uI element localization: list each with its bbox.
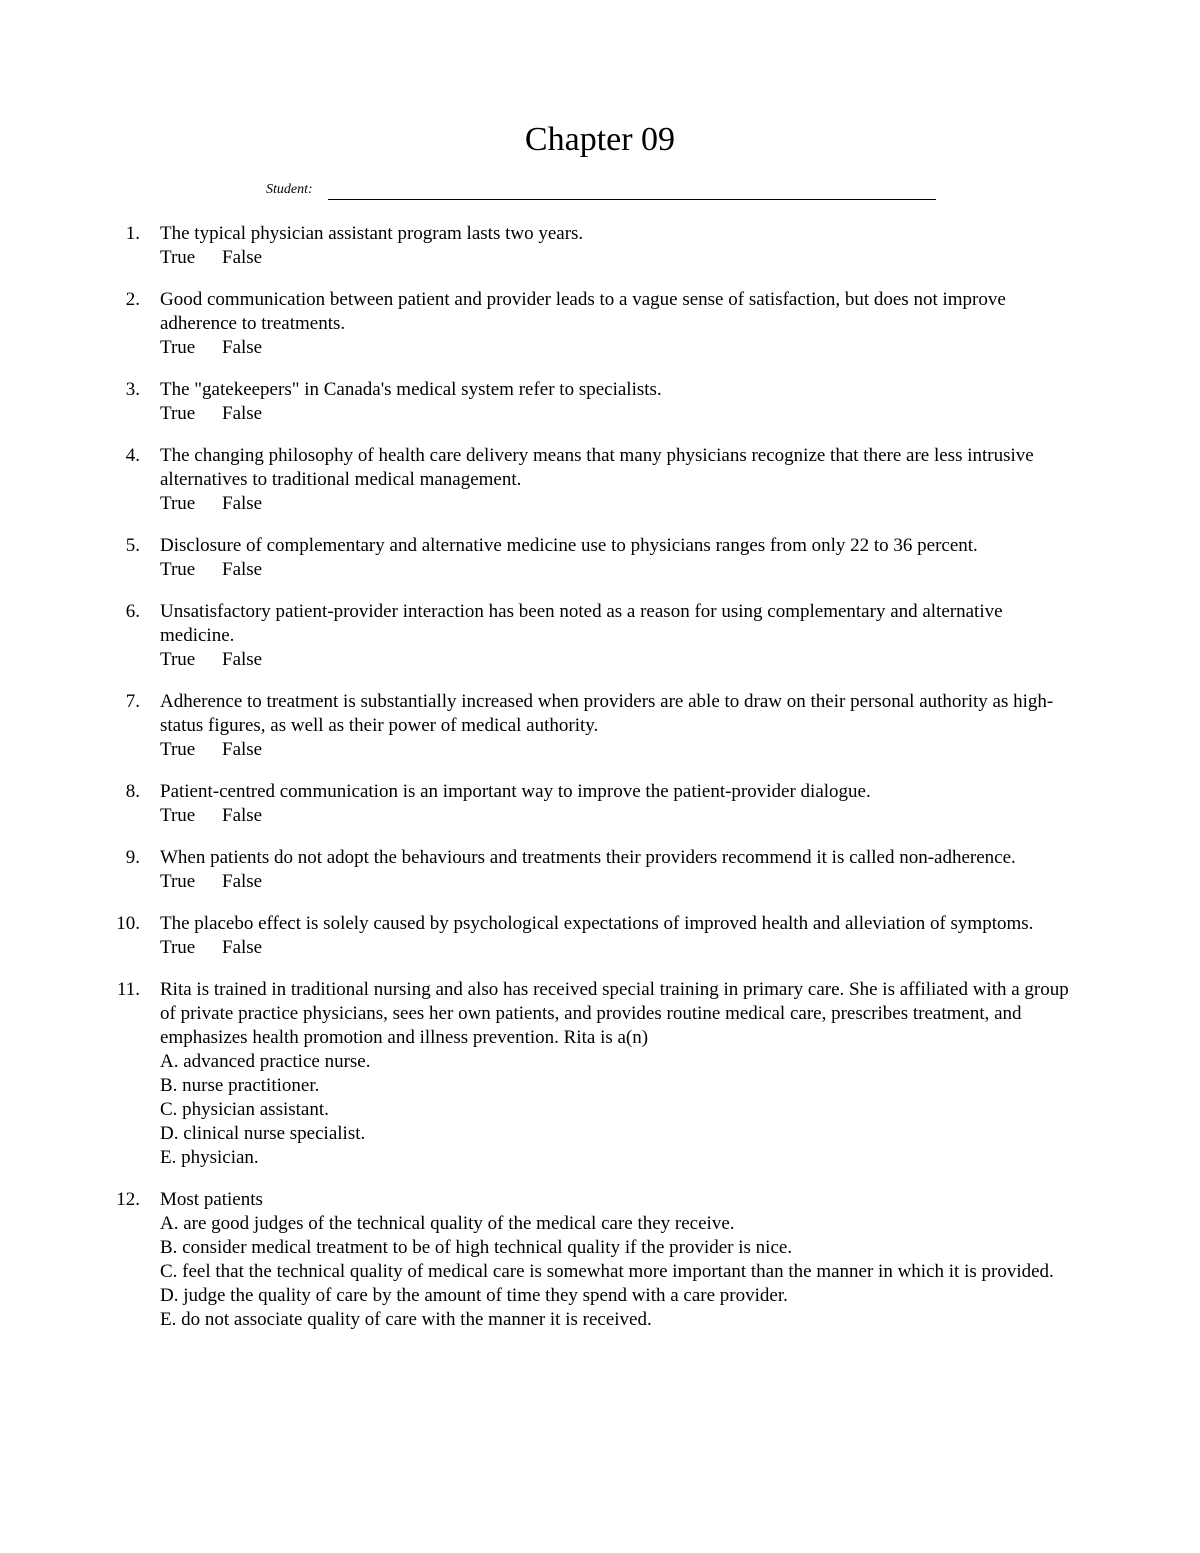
question-text: Unsatisfactory patient-provider interaction has been noted as a reason for using complementary and alternative medicine. <box>160 601 1003 646</box>
answer-option: E. do not associate quality of care with the manner it is received. <box>160 1309 652 1330</box>
true-false-choices <box>160 936 1080 960</box>
true-false-choices <box>160 492 1080 516</box>
true-choice: True <box>160 937 196 958</box>
true-choice: True <box>160 805 196 826</box>
question-number: 3. <box>125 379 140 400</box>
true-choice: True <box>160 247 196 268</box>
question-text: When patients do not adopt the behaviours and treatments their providers recommend it is called non-adherence. <box>160 847 1016 868</box>
false-choice: False <box>222 493 263 514</box>
question-1 <box>0 222 1080 270</box>
question-8 <box>0 780 1080 828</box>
true-choice: True <box>160 559 196 580</box>
answer-option: D. clinical nurse specialist. <box>160 1123 366 1144</box>
question-text: Most patients <box>160 1189 263 1210</box>
false-choice: False <box>222 337 263 358</box>
false-choice: False <box>222 403 263 424</box>
question-list <box>0 222 1200 1350</box>
answer-option: D. judge the quality of care by the amount of time they spend with a care provider. <box>160 1285 788 1306</box>
true-false-choices <box>160 558 1080 582</box>
question-number: 6. <box>125 601 140 622</box>
question-number: 7. <box>125 691 140 712</box>
question-number: 10. <box>116 913 140 934</box>
question-number: 9. <box>125 847 140 868</box>
question-4 <box>0 444 1080 516</box>
question-12 <box>0 1188 1080 1332</box>
answer-option: B. nurse practitioner. <box>160 1075 320 1096</box>
true-choice: True <box>160 739 196 760</box>
question-number: 1. <box>125 223 140 244</box>
true-choice: True <box>160 649 196 670</box>
false-choice: False <box>222 871 263 892</box>
question-text: Good communication between patient and provider leads to a vague sense of satisfaction, but does not improve adherence to treatments. <box>160 289 1006 334</box>
question-number: 11. <box>116 979 140 1000</box>
question-11 <box>0 978 1080 1170</box>
false-choice: False <box>222 559 263 580</box>
student-field <box>266 181 936 205</box>
question-6 <box>0 600 1080 672</box>
question-number: 5. <box>125 535 140 556</box>
false-choice: False <box>222 247 263 268</box>
question-text: Disclosure of complementary and alternative medicine use to physicians ranges from only 22 to 36 percent. <box>160 535 978 556</box>
question-9 <box>0 846 1080 894</box>
answer-option: E. physician. <box>160 1147 259 1168</box>
true-false-choices <box>160 402 1080 426</box>
true-choice: True <box>160 337 196 358</box>
page-title: Chapter 09 <box>524 121 676 158</box>
answer-option: B. consider medical treatment to be of high technical quality if the provider is nice. <box>160 1237 793 1258</box>
true-false-choices <box>160 870 1080 894</box>
question-number: 4. <box>125 445 140 466</box>
false-choice: False <box>222 649 263 670</box>
true-false-choices <box>160 738 1080 762</box>
true-choice: True <box>160 493 196 514</box>
question-2 <box>0 288 1080 360</box>
false-choice: False <box>222 937 263 958</box>
question-7 <box>0 690 1080 762</box>
true-false-choices <box>160 648 1080 672</box>
question-text: Rita is trained in traditional nursing and also has received special training in primary care. She is affiliated with a group of private practice physicians, sees her own patients, and provides routine medical care, prescribes treatment, and emphasizes health promotion and illness prevention. Rita is a(n) <box>160 979 1069 1048</box>
question-text: The typical physician assistant program lasts two years. <box>160 223 584 244</box>
student-name-line <box>328 199 936 200</box>
true-choice: True <box>160 871 196 892</box>
student-label: Student: <box>266 182 313 197</box>
question-number: 8. <box>125 781 140 802</box>
question-3 <box>0 378 1080 426</box>
question-text: Patient-centred communication is an important way to improve the patient-provider dialogue. <box>160 781 871 802</box>
false-choice: False <box>222 805 263 826</box>
true-false-choices <box>160 336 1080 360</box>
true-choice: True <box>160 403 196 424</box>
false-choice: False <box>222 739 263 760</box>
true-false-choices <box>160 246 1080 270</box>
answer-option: A. are good judges of the technical quality of the medical care they receive. <box>160 1213 735 1234</box>
question-text: Adherence to treatment is substantially increased when providers are able to draw on their personal authority as high-status figures, as well as their power of medical authority. <box>160 691 1054 736</box>
question-text: The placebo effect is solely caused by psychological expectations of improved health and alleviation of symptoms. <box>160 913 1034 934</box>
question-text: The changing philosophy of health care delivery means that many physicians recognize that there are less intrusive alternatives to traditional medical management. <box>160 445 1034 490</box>
answer-option: A. advanced practice nurse. <box>160 1051 371 1072</box>
question-5 <box>0 534 1080 582</box>
question-number: 12. <box>116 1189 140 1210</box>
true-false-choices <box>160 804 1080 828</box>
answer-option: C. physician assistant. <box>160 1099 329 1120</box>
question-text: The "gatekeepers" in Canada's medical system refer to specialists. <box>160 379 662 400</box>
question-number: 2. <box>125 289 140 310</box>
question-10 <box>0 912 1080 960</box>
answer-option: C. feel that the technical quality of medical care is somewhat more important than the manner in which it is provided. <box>160 1261 1054 1282</box>
